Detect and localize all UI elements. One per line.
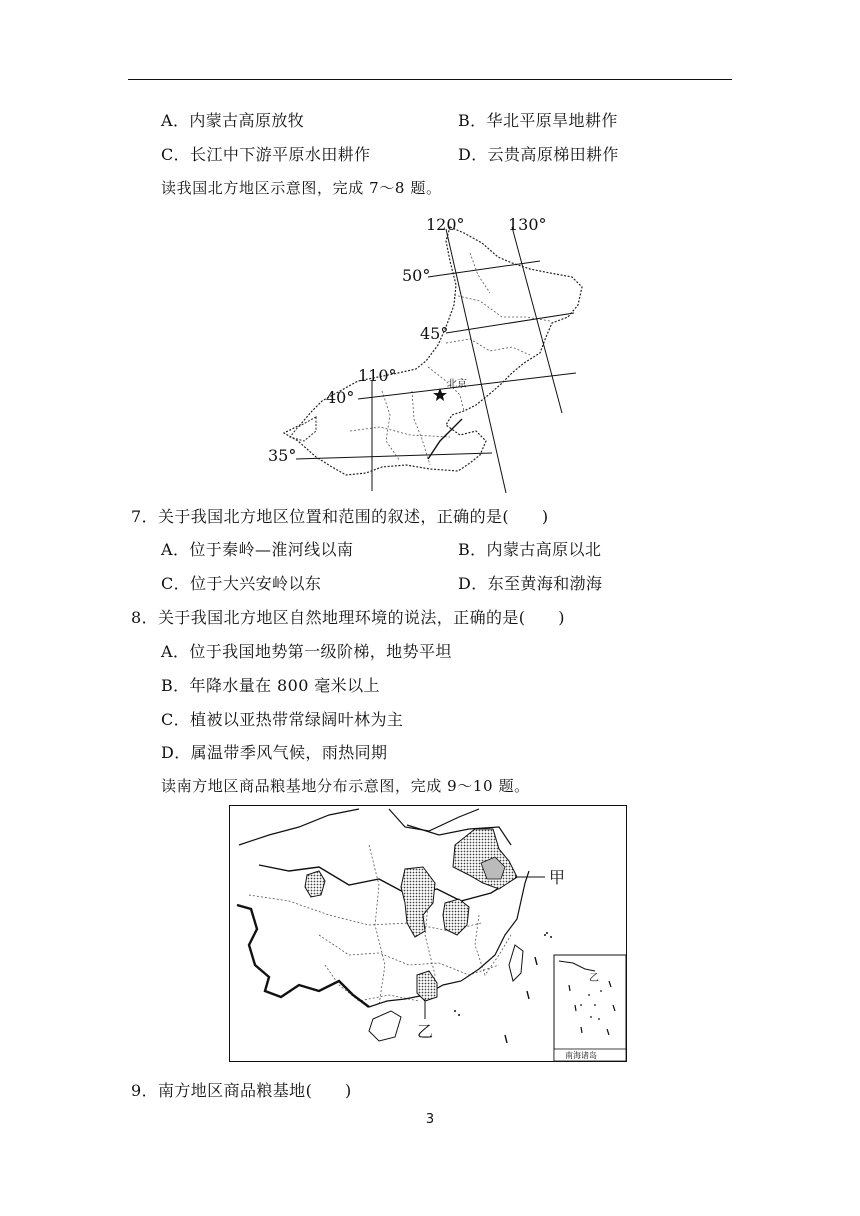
north-china-map — [250, 205, 600, 497]
intro-9-10: 读南方地区商品粮基地分布示意图，完成 9～10 题。 — [161, 777, 530, 795]
province-border-1 — [454, 295, 550, 321]
page-number: 3 — [425, 1112, 435, 1127]
lat-line-35 — [296, 453, 492, 459]
q8-stem: 8．关于我国北方地区自然地理环境的说法，正确的是( ) — [131, 608, 565, 627]
q7-option-b[interactable]: B．内蒙古高原以北 — [458, 540, 602, 559]
lon-line-130 — [512, 227, 562, 413]
north-region-outline — [284, 227, 582, 475]
lat-label-35: 35° — [268, 446, 297, 465]
province-border-6 — [350, 427, 450, 437]
q8-option-b[interactable]: B．年降水量在 800 毫米以上 — [161, 676, 380, 695]
province-border-4 — [382, 391, 400, 461]
lat-label-50: 50° — [402, 266, 431, 285]
province-border-2 — [446, 339, 530, 355]
city-label-beijing: 北京 — [447, 379, 467, 390]
q6-option-c[interactable]: C．长江中下游平原水田耕作 — [161, 145, 371, 164]
lat-label-45: 45° — [420, 324, 449, 343]
lat-label-40: 40° — [326, 388, 355, 407]
inset-title: 南海诸岛 — [565, 1051, 597, 1060]
q7-option-c[interactable]: C．位于大兴安岭以东 — [161, 574, 322, 593]
q8-option-c[interactable]: C．植被以亚热带常绿阔叶林为主 — [161, 710, 404, 729]
label-yi: 乙 — [417, 1022, 434, 1041]
q8-option-a[interactable]: A．位于我国地势第一级阶梯，地势平坦 — [161, 642, 452, 661]
province-border-7 — [470, 253, 490, 293]
q6-option-b[interactable]: B．华北平原旱地耕作 — [458, 111, 618, 130]
south-china-sea-inset — [554, 955, 626, 1061]
header-rule — [128, 79, 732, 80]
south-china-map — [229, 805, 629, 1063]
q6-option-a[interactable]: A．内蒙古高原放牧 — [161, 111, 305, 130]
lon-label-130: 130° — [508, 215, 547, 234]
intro-7-8: 读我国北方地区示意图，完成 7～8 题。 — [161, 179, 442, 197]
q7-stem: 7．关于我国北方地区位置和范围的叙述，正确的是( ) — [131, 507, 549, 526]
lon-label-110: 110° — [358, 366, 397, 385]
lat-line-45 — [446, 313, 574, 333]
q9-stem: 9．南方地区商品粮基地( ) — [131, 1081, 352, 1100]
q8-option-d[interactable]: D．属温带季风气候，雨热同期 — [161, 743, 388, 762]
q7-option-d[interactable]: D．东至黄海和渤海 — [458, 574, 603, 593]
yellow-river-line — [428, 419, 462, 459]
province-border-5 — [412, 391, 430, 465]
lon-label-120: 120° — [426, 215, 465, 234]
q6-option-d[interactable]: D．云贵高原梯田耕作 — [458, 145, 619, 164]
inset-label-yi: 乙 — [589, 973, 599, 984]
q7-option-a[interactable]: A．位于秦岭—淮河线以南 — [161, 540, 354, 559]
west-strip-outline — [290, 417, 316, 441]
label-jia: 甲 — [549, 868, 566, 887]
